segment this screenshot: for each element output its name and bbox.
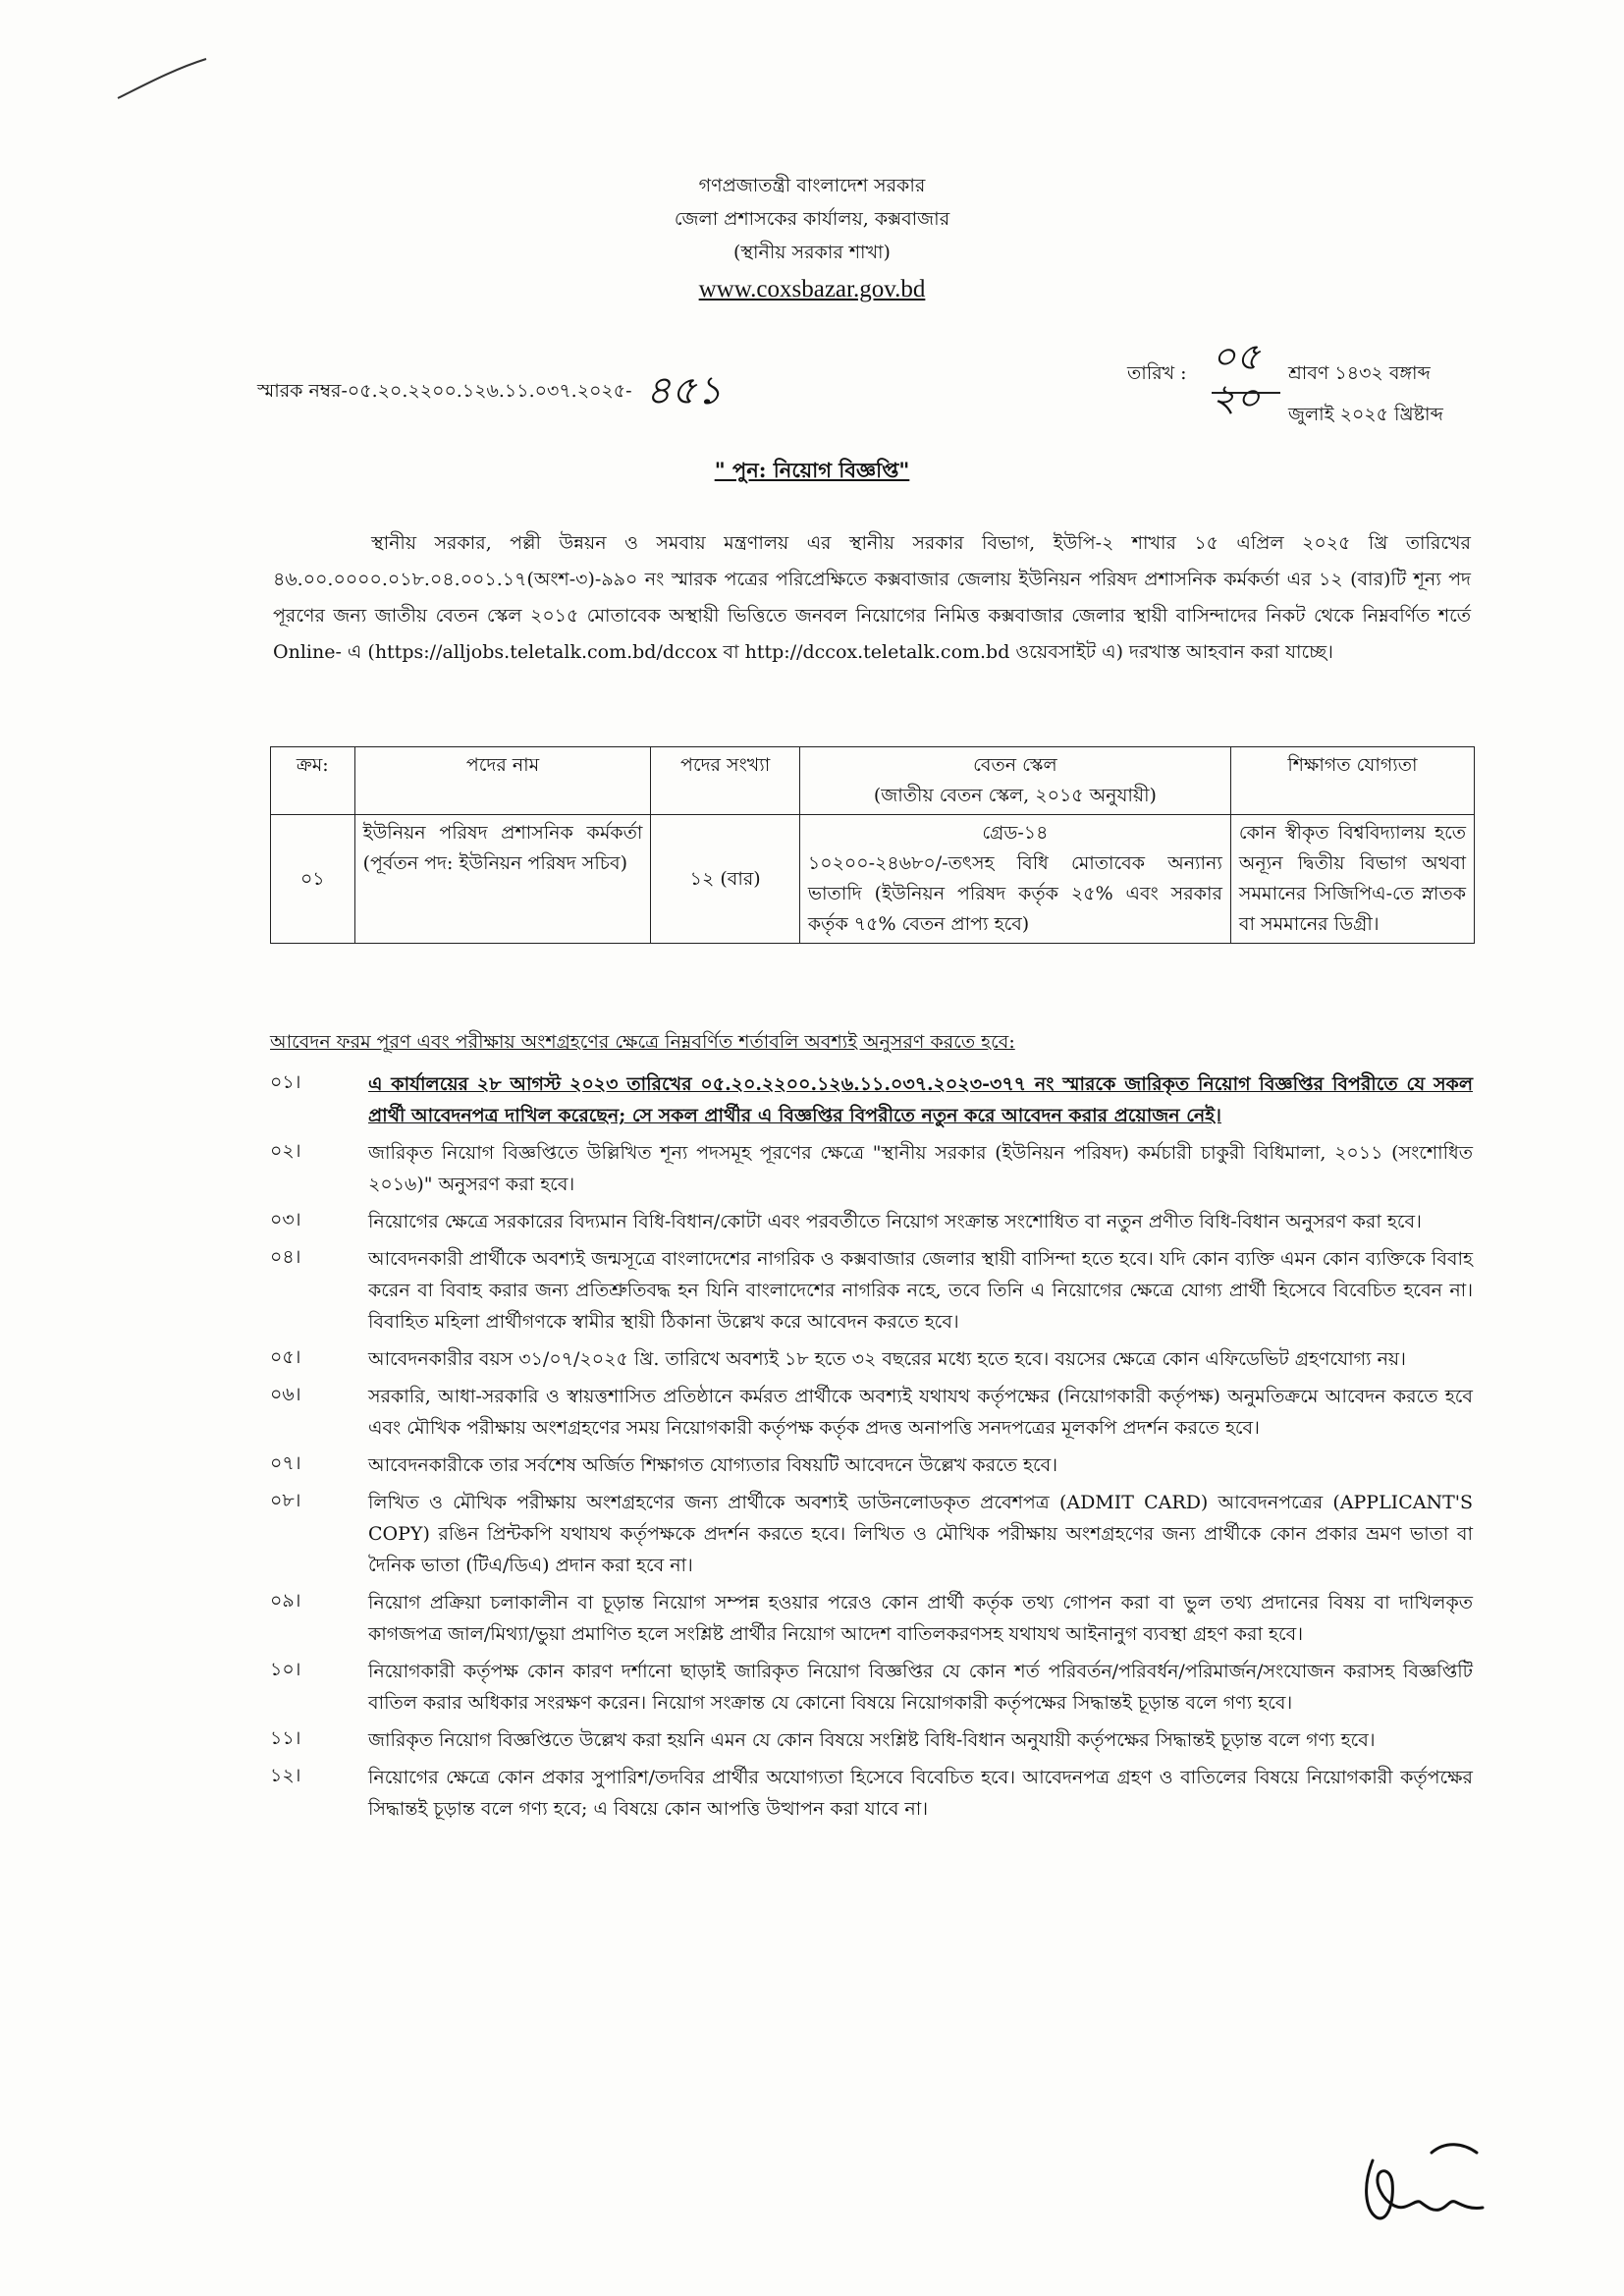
government-name: গণপ্রজাতন্ত্রী বাংলাদেশ সরকার (698, 175, 926, 196)
term-text: জারিকৃত নিয়োগ বিজ্ঞপ্তিতে উল্লিখিত শূন্য পদসমূহ পূরণের ক্ষেত্রে "স্থানীয় সরকার (ইউনিয়ন পরিষদ) কর্মচারী চাকুরী বিধিমালা, ২০১১ (সংশোধিত ২০১৬)" অনুসরণ করা হবে। (368, 1142, 1473, 1195)
term-number: ০৪। (270, 1246, 301, 1268)
list-item (265, 1206, 1473, 1237)
list-item (265, 1343, 1473, 1375)
memo-handwritten-number: ৪৫১ (645, 368, 723, 413)
term-number: ০২। (270, 1140, 301, 1162)
date-divider (1212, 392, 1280, 394)
letterhead (0, 169, 1624, 306)
english-date-rest: জুলাই ২০২৫ খ্রিষ্টাব্দ (1288, 404, 1443, 425)
term-text: নিয়োগের ক্ষেত্রে কোন প্রকার সুপারিশ/তদবির প্রার্থীর অযোগ্যতা হিসেবে বিবেচিত হবে। আবেদনপত্র গ্রহণ ও বাতিলের বিষয়ে নিয়োগকারী কর্তৃপক্ষের সিদ্ধান্তই চূড়ান্ত বলে গণ্য হবে; এ বিষয়ে কোন আপত্তি উত্থাপন করা যাবে না। (368, 1767, 1473, 1820)
list-item (265, 1243, 1473, 1338)
term-text: নিয়োগ প্রক্রিয়া চলাকালীন বা চূড়ান্ত নিয়োগ সম্পন্ন হওয়ার পরেও কোন প্রার্থী কর্তৃক তথ্য গোপন করা বা ভুল তথ্য প্রদানের বিষয় বা দাখিলকৃত কাগজপত্র জাল/মিথ্যা/ভুয়া প্রমাণিত হলে সংশ্লিষ্ট প্রার্থীর নিয়োগ আদেশ বাতিলকরণসহ যথাযথ আইনানুগ ব্যবস্থা গ্রহণ করা হবে। (368, 1592, 1473, 1645)
cell-grade: গ্রেড-১৪ (982, 822, 1049, 844)
term-number: ০৩। (270, 1209, 301, 1230)
term-number: ০৭। (270, 1452, 301, 1474)
website-link[interactable]: www.coxsbazar.gov.bd (698, 276, 926, 302)
term-number: ০১। (270, 1071, 301, 1093)
list-item (265, 1137, 1473, 1200)
term-text: এ কার্যালয়ের ২৮ আগস্ট ২০২৩ তারিখের ০৫.২০.২২০০.১২৬.১১.০৩৭.২০২৩-৩৭৭ নং স্মারকে জারিকৃত নিয়োগ বিজ্ঞপ্তির বিপরীতে যে সকল প্রার্থী আবেদনপত্র দাখিল করেছেন; সে সকল প্রার্থীর এ বিজ্ঞপ্তির বিপরীতে নতুন করে আবেদন করার প্রয়োজন নেই। (368, 1073, 1473, 1126)
terms-heading: আবেদন ফরম পূরণ এবং পরীক্ষায় অংশগ্রহণের ক্ষেত্রে নিম্নবর্ণিত শর্তাবলি অবশ্যই অনুসরণ করতে হবে: (270, 1031, 1015, 1053)
list-item (265, 1656, 1473, 1719)
office-name: জেলা প্রশাসকের কার্যালয়, কক্সবাজার (674, 208, 950, 230)
cell-post-name: ইউনিয়ন পরিষদ প্রশাসনিক কর্মকর্তা (পূর্বতন পদ: ইউনিয়ন পরিষদ সচিব) (354, 815, 651, 944)
header-qualification: শিক্ষাগত যোগ্যতা (1230, 747, 1474, 815)
term-text: লিখিত ও মৌখিক পরীক্ষায় অংশগ্রহণের জন্য প্রার্থীকে অবশ্যই ডাউনলোডকৃত প্রবেশপত্র (ADMIT CARD) আবেদনপত্রের (APPLICANT'S COPY) রঙিন প্রিন্টকপি যথাযথ কর্তৃপক্ষকে প্রদর্শন করতে হবে। লিখিত ও মৌখিক পরীক্ষায় অংশগ্রহণের জন্য প্রার্থীকে কোন প্রকার ভ্রমণ ভাতা বা দৈনিক ভাতা (টিএ/ডিএ) প্রদান করা হবে না। (368, 1492, 1473, 1576)
bangla-date-rest: শ্রাবণ ১৪৩২ বঙ্গাব্দ (1288, 362, 1431, 384)
stray-pen-mark (116, 55, 209, 104)
term-text: সরকারি, আধা-সরকারি ও স্বায়ত্তশাসিত প্রতিষ্ঠানে কর্মরত প্রার্থীকে অবশ্যই যথাযথ কর্তৃপক্ষের (নিয়োগকারী কর্তৃপক্ষ) অনুমতিক্রমে আবেদন করতে হবে এবং মৌখিক পরীক্ষায় অংশগ্রহণের সময় নিয়োগকারী কর্তৃপক্ষ কর্তৃক প্রদত্ত অনাপত্তি সনদপত্রের মূলকপি প্রদর্শন করতে হবে। (368, 1386, 1473, 1439)
term-number: ১০। (270, 1659, 301, 1680)
table-row (271, 815, 1475, 944)
cell-scale-text: ১০২০০-২৪৬৮০/-তৎসহ বিধি মোতাবেক অন্যান্য ভাতাদি (ইউনিয়ন পরিষদ কর্তৃক ২৫% এবং সরকার কর্তৃক ৭৫% বেতন প্রাপ্য হবে) (807, 852, 1222, 935)
intro-paragraph: স্থানীয় সরকার, পল্লী উন্নয়ন ও সমবায় মন্ত্রণালয় এর স্থানীয় সরকার বিভাগ, ইউপি-২ শাখার ১৫ এপ্রিল ২০২৫ খ্রি তারিখের ৪৬.০০.০০০০.০১৮.০৪.০০১.১৭(অংশ-৩)-৯৯০ নং স্মারক পত্রের পরিপ্রেক্ষিতে কক্সবাজার জেলায় ইউনিয়ন পরিষদ প্রশাসনিক কর্মকর্তা এর ১২ (বার)টি শূন্য পদ পূরণের জন্য জাতীয় বেতন স্কেল ২০১৫ মোতাবেক অস্থায়ী ভিত্তিতে জনবল নিয়োগের নিমিত্ত কক্সবাজার জেলার স্থায়ী বাসিন্দাদের নিকট থেকে নিম্নবর্ণিত শর্তে Online- এ (https://alljobs.teletalk.com.bd/dccox বা http://dccox.teletalk.com.bd ওয়েবসাইট এ) দরখাস্ত আহবান করা যাচ্ছে। (273, 532, 1471, 663)
list-item (265, 1449, 1473, 1481)
signature (1355, 2131, 1492, 2239)
header-count: পদের সংখ্যা (651, 747, 799, 815)
term-text: আবেদনকারী প্রার্থীকে অবশ্যই জন্মসূত্রে বাংলাদেশের নাগরিক ও কক্সবাজার জেলার স্থায়ী বাসিন্দা হতে হবে। যদি কোন ব্যক্তি এমন কোন ব্যক্তিকে বিবাহ করেন বা বিবাহ করার জন্য প্রতিশ্রুতিবদ্ধ হন যিনি বাংলাদেশের নাগরিক নহে, তবে তিনি এ নিয়োগের ক্ষেত্রে যোগ্য প্রার্থী হিসেবে বিবেচিত হবেন না। বিবাহিত মহিলা প্রার্থীগণকে স্বামীর স্থায়ী ঠিকানা উল্লেখ করে আবেদন করতে হবে। (368, 1248, 1473, 1333)
header-serial: ক্রম: (271, 747, 355, 815)
term-text: জারিকৃত নিয়োগ বিজ্ঞপ্তিতে উল্লেখ করা হয়নি এমন যে কোন বিষয়ে সংশ্লিষ্ট বিধি-বিধান অনুযায়ী কর্তৃপক্ষের সিদ্ধান্তই চূড়ান্ত বলে গণ্য হবে। (368, 1729, 1376, 1751)
cell-count: ১২ (বার) (651, 815, 799, 944)
term-text: নিয়োগের ক্ষেত্রে সরকারের বিদ্যমান বিধি-বিধান/কোটা এবং পরবর্তীতে নিয়োগ সংক্রান্ত সংশোধিত বা নতুন প্রণীত বিধি-বিধান অনুসরণ করা হবে। (368, 1211, 1422, 1232)
list-item (265, 1068, 1473, 1131)
branch-name: (স্থানীয় সরকার শাখা) (733, 242, 891, 263)
date-label: তারিখ : (1127, 362, 1187, 384)
term-number: ১১। (270, 1727, 301, 1749)
notice-title (0, 455, 1624, 489)
term-number: ০৬। (270, 1384, 301, 1405)
cell-serial: ০১ (271, 815, 355, 944)
memo-label: স্মারক নম্বর-০৫.২০.২২০০.১২৬.১১.০৩৭.২০২৫- (257, 379, 632, 402)
term-number: ১২। (270, 1765, 301, 1786)
list-item (265, 1587, 1473, 1650)
header-scale (799, 747, 1230, 815)
list-item (265, 1762, 1473, 1825)
memo-number (257, 359, 722, 425)
terms-list (265, 1068, 1473, 1831)
bangla-day: ০৫ (1212, 335, 1261, 378)
cell-scale (799, 815, 1230, 944)
term-number: ০৮। (270, 1490, 301, 1511)
header-post-name: পদের নাম (354, 747, 651, 815)
term-number: ০৫। (270, 1346, 301, 1368)
post-table (270, 746, 1475, 944)
header-scale-line2: (জাতীয় বেতন স্কেল, ২০১৫ অনুযায়ী) (873, 785, 1157, 806)
header-scale-line1: বেতন স্কেল (973, 754, 1057, 776)
term-text: নিয়োগকারী কর্তৃপক্ষ কোন কারণ দর্শানো ছাড়াই জারিকৃত নিয়োগ বিজ্ঞপ্তির যে কোন শর্ত পরিবর্তন/পরিবর্ধন/পরিমার্জন/সংযোজন করাসহ বিজ্ঞপ্তিটি বাতিল করার অধিকার সংরক্ষণ করেন। নিয়োগ সংক্রান্ত যে কোনো বিষয়ে নিয়োগকারী কর্তৃপক্ষের সিদ্ধান্তই চূড়ান্ত বলে গণ্য হবে। (368, 1661, 1473, 1714)
cell-qualification: কোন স্বীকৃত বিশ্ববিদ্যালয় হতে অন্যূন দ্বিতীয় বিভাগ অথবা সমমানের সিজিপিএ-তে স্নাতক বা সমমানের ডিগ্রী। (1230, 815, 1474, 944)
term-text: আবেদনকারীর বয়স ৩১/০৭/২০২৫ খ্রি. তারিখে অবশ্যই ১৮ হতে ৩২ বছরের মধ্যে হতে হবে। বয়সের ক্ষেত্রে কোন এফিডেভিট গ্রহণযোগ্য নয়। (368, 1348, 1406, 1370)
list-item (265, 1487, 1473, 1581)
table-header-row (271, 747, 1475, 815)
term-text: আবেদনকারীকে তার সর্বশেষ অর্জিত শিক্ষাগত যোগ্যতার বিষয়টি আবেদনে উল্লেখ করতে হবে। (368, 1454, 1058, 1476)
date-block (1127, 335, 1443, 432)
list-item (265, 1724, 1473, 1756)
notice-title-text: " পুন: নিয়োগ বিজ্ঞপ্তি" (714, 458, 910, 482)
term-number: ০৯। (270, 1590, 301, 1612)
english-day: ২০ (1212, 376, 1261, 419)
list-item (265, 1381, 1473, 1444)
